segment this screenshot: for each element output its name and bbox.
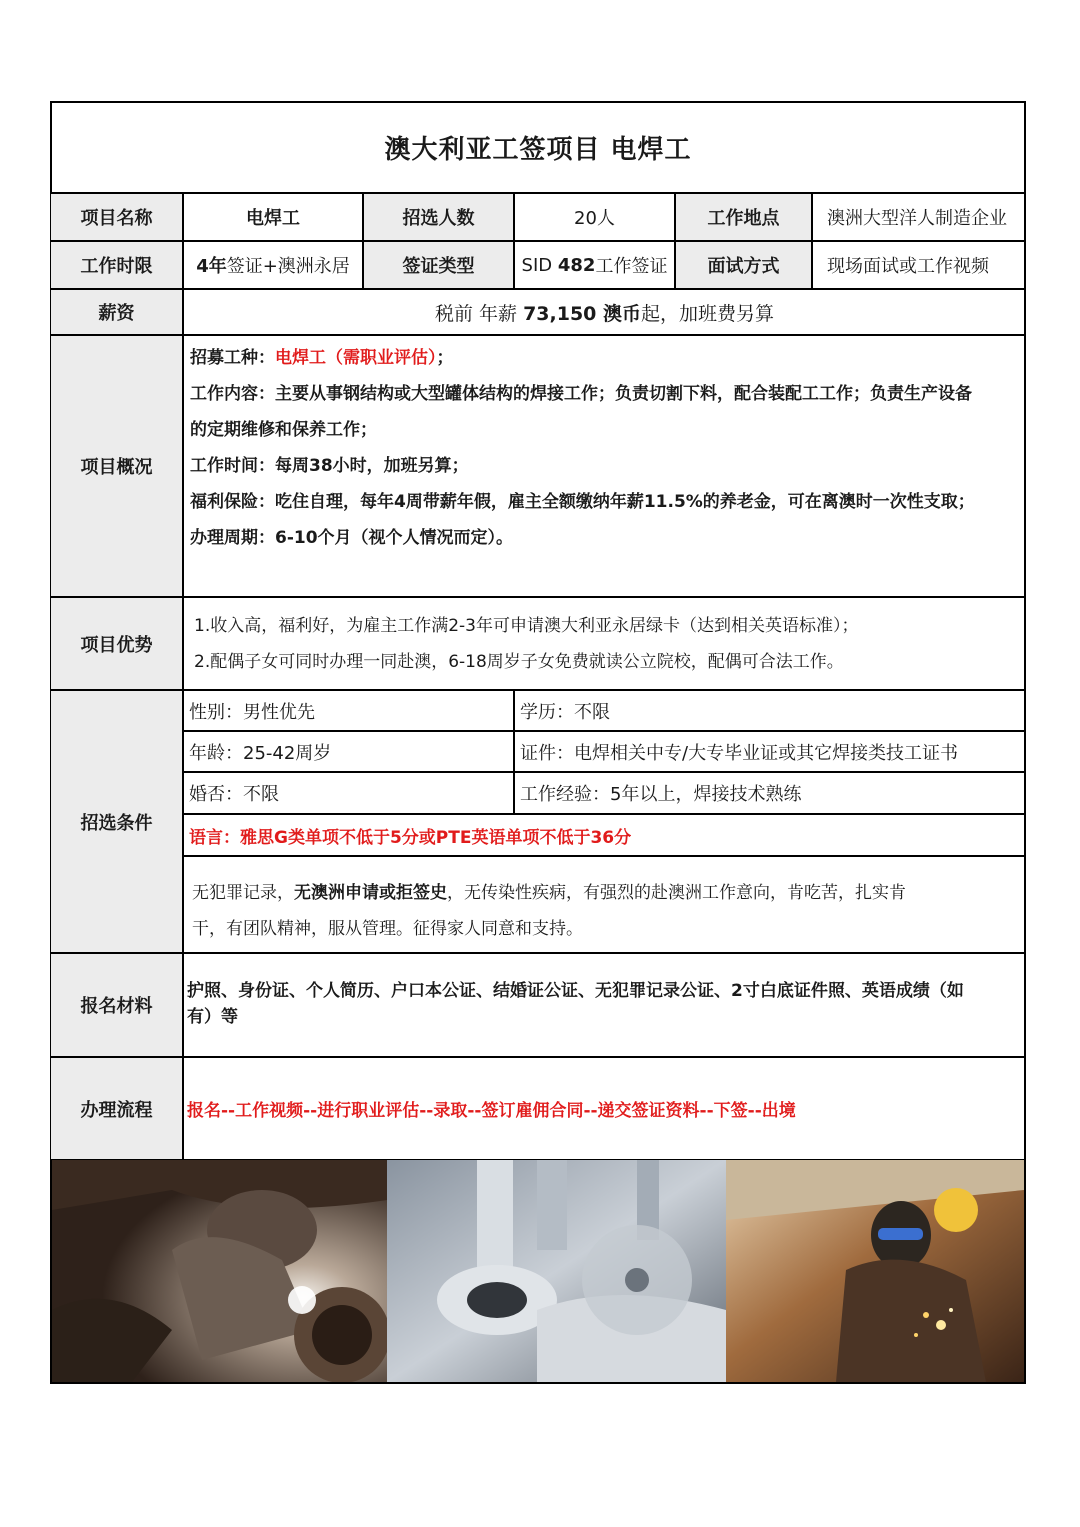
overview-hours: 工作时间：每周38小时，加班另算； — [190, 456, 469, 476]
salary-post: 起，加班费另算 — [641, 302, 775, 325]
term-label: 工作时限 — [50, 241, 183, 289]
project-name-label: 项目名称 — [50, 193, 183, 241]
job-type-end: ； — [436, 348, 454, 368]
condition-age: 年龄：25-42周岁 — [183, 731, 514, 772]
visa-subclass: 482 — [557, 254, 596, 276]
visa-rest: 工作签证 — [595, 256, 668, 277]
project-name-value: 电焊工 — [183, 193, 363, 241]
location-label: 工作地点 — [675, 193, 812, 241]
condition-language: 语言：雅思G类单项不低于5分或PTE英语单项不低于36分 — [183, 814, 1026, 856]
condition-certificate: 证件：电焊相关中专/大专毕业证或其它焊接类技工证书 — [514, 731, 1026, 772]
advantages-label: 项目优势 — [50, 597, 183, 690]
visa-type-label: 签证类型 — [363, 241, 514, 289]
location-value: 澳洲大型洋人制造企业 — [812, 193, 1026, 241]
visa-prefix: SID — [521, 254, 558, 276]
recruit-count-label: 招选人数 — [363, 193, 514, 241]
term-value-rest: 签证+澳洲永居 — [226, 256, 350, 277]
conditions-label: 招选条件 — [50, 690, 183, 953]
welding-photo-3 — [726, 1160, 1024, 1382]
condition-other-line1 — [192, 875, 1025, 911]
condition-other — [183, 856, 1026, 953]
materials-line1: 护照、身份证、个人简历、户口本公证、结婚证公证、无犯罪记录公证、2寸白底证件照、英语成绩（如 — [187, 981, 964, 1001]
advantage-1: 1.收入高，福利好，为雇主工作满2-3年可申请澳大利亚永居绿卡（达到相关英语标准）； — [194, 616, 859, 636]
salary-amount: 73,150 澳币 — [523, 302, 641, 325]
steel-pipes-image — [387, 1160, 726, 1382]
process-content: 报名--工作视频--进行职业评估--录取--签订雇佣合同--递交签证资料--下签--出境 — [183, 1057, 1026, 1160]
advantage-2: 2.配偶子女可同时办理一同赴澳，6-18周岁子女免费就读公立院校，配偶可合法工作。 — [194, 652, 844, 672]
condition-education: 学历：不限 — [514, 690, 1026, 731]
visa-type-value — [514, 241, 675, 289]
condition-experience: 工作经验：5年以上，焊接技术熟练 — [514, 772, 1026, 814]
term-value — [183, 241, 363, 289]
overview-job-type — [190, 340, 1025, 376]
other-post: ，无传染性疾病，有强烈的赴澳洲工作意向，肯吃苦，扎实肯 — [447, 883, 906, 903]
job-type-value: 电焊工（需职业评估） — [275, 348, 437, 368]
sheet-title-cell — [50, 101, 1026, 193]
grinding-sparks-image — [726, 1160, 1024, 1382]
welding-photo-1 — [52, 1160, 387, 1382]
overview-duties: 工作内容：主要从事钢结构或大型罐体结构的焊接工作；负责切割下料，配合装配工工作；负责生产设备 — [190, 384, 972, 404]
materials-label: 报名材料 — [50, 953, 183, 1057]
salary-value — [183, 289, 1026, 335]
overview-content — [183, 335, 1026, 597]
other-pre: 无犯罪记录， — [192, 883, 294, 903]
term-value-years: 4年 — [196, 256, 227, 277]
condition-other-line2: 干，有团队精神，服从管理。征得家人同意和支持。 — [192, 919, 583, 939]
overview-label: 项目概况 — [50, 335, 183, 597]
welder-kneeling-image — [52, 1160, 387, 1382]
materials-line2: 有）等 — [187, 1007, 238, 1027]
overview-benefits: 福利保险：吃住自理，每年4周带薪年假，雇主全额缴纳年薪11.5%的养老金，可在离澳时一次性支取； — [190, 492, 975, 512]
overview-duties-cont: 的定期维修和保养工作； — [190, 420, 377, 440]
condition-marriage: 婚否：不限 — [183, 772, 514, 814]
salary-pre: 税前 年薪 — [434, 302, 524, 325]
advantages-content — [183, 597, 1026, 690]
materials-content — [183, 953, 1026, 1057]
job-type-label: 招募工种： — [190, 348, 275, 368]
process-label: 办理流程 — [50, 1057, 183, 1160]
salary-label: 薪资 — [50, 289, 183, 335]
recruit-count-value: 20人 — [514, 193, 675, 241]
interview-label: 面试方式 — [675, 241, 812, 289]
condition-gender: 性别：男性优先 — [183, 690, 514, 731]
other-bold: 无澳洲申请或拒签史 — [294, 883, 447, 903]
welding-photo-2 — [387, 1160, 726, 1382]
page-title: 澳大利亚工签项目 电焊工 — [384, 134, 692, 165]
interview-value: 现场面试或工作视频 — [812, 241, 1026, 289]
overview-period: 办理周期：6-10个月（视个人情况而定）。 — [190, 528, 514, 548]
